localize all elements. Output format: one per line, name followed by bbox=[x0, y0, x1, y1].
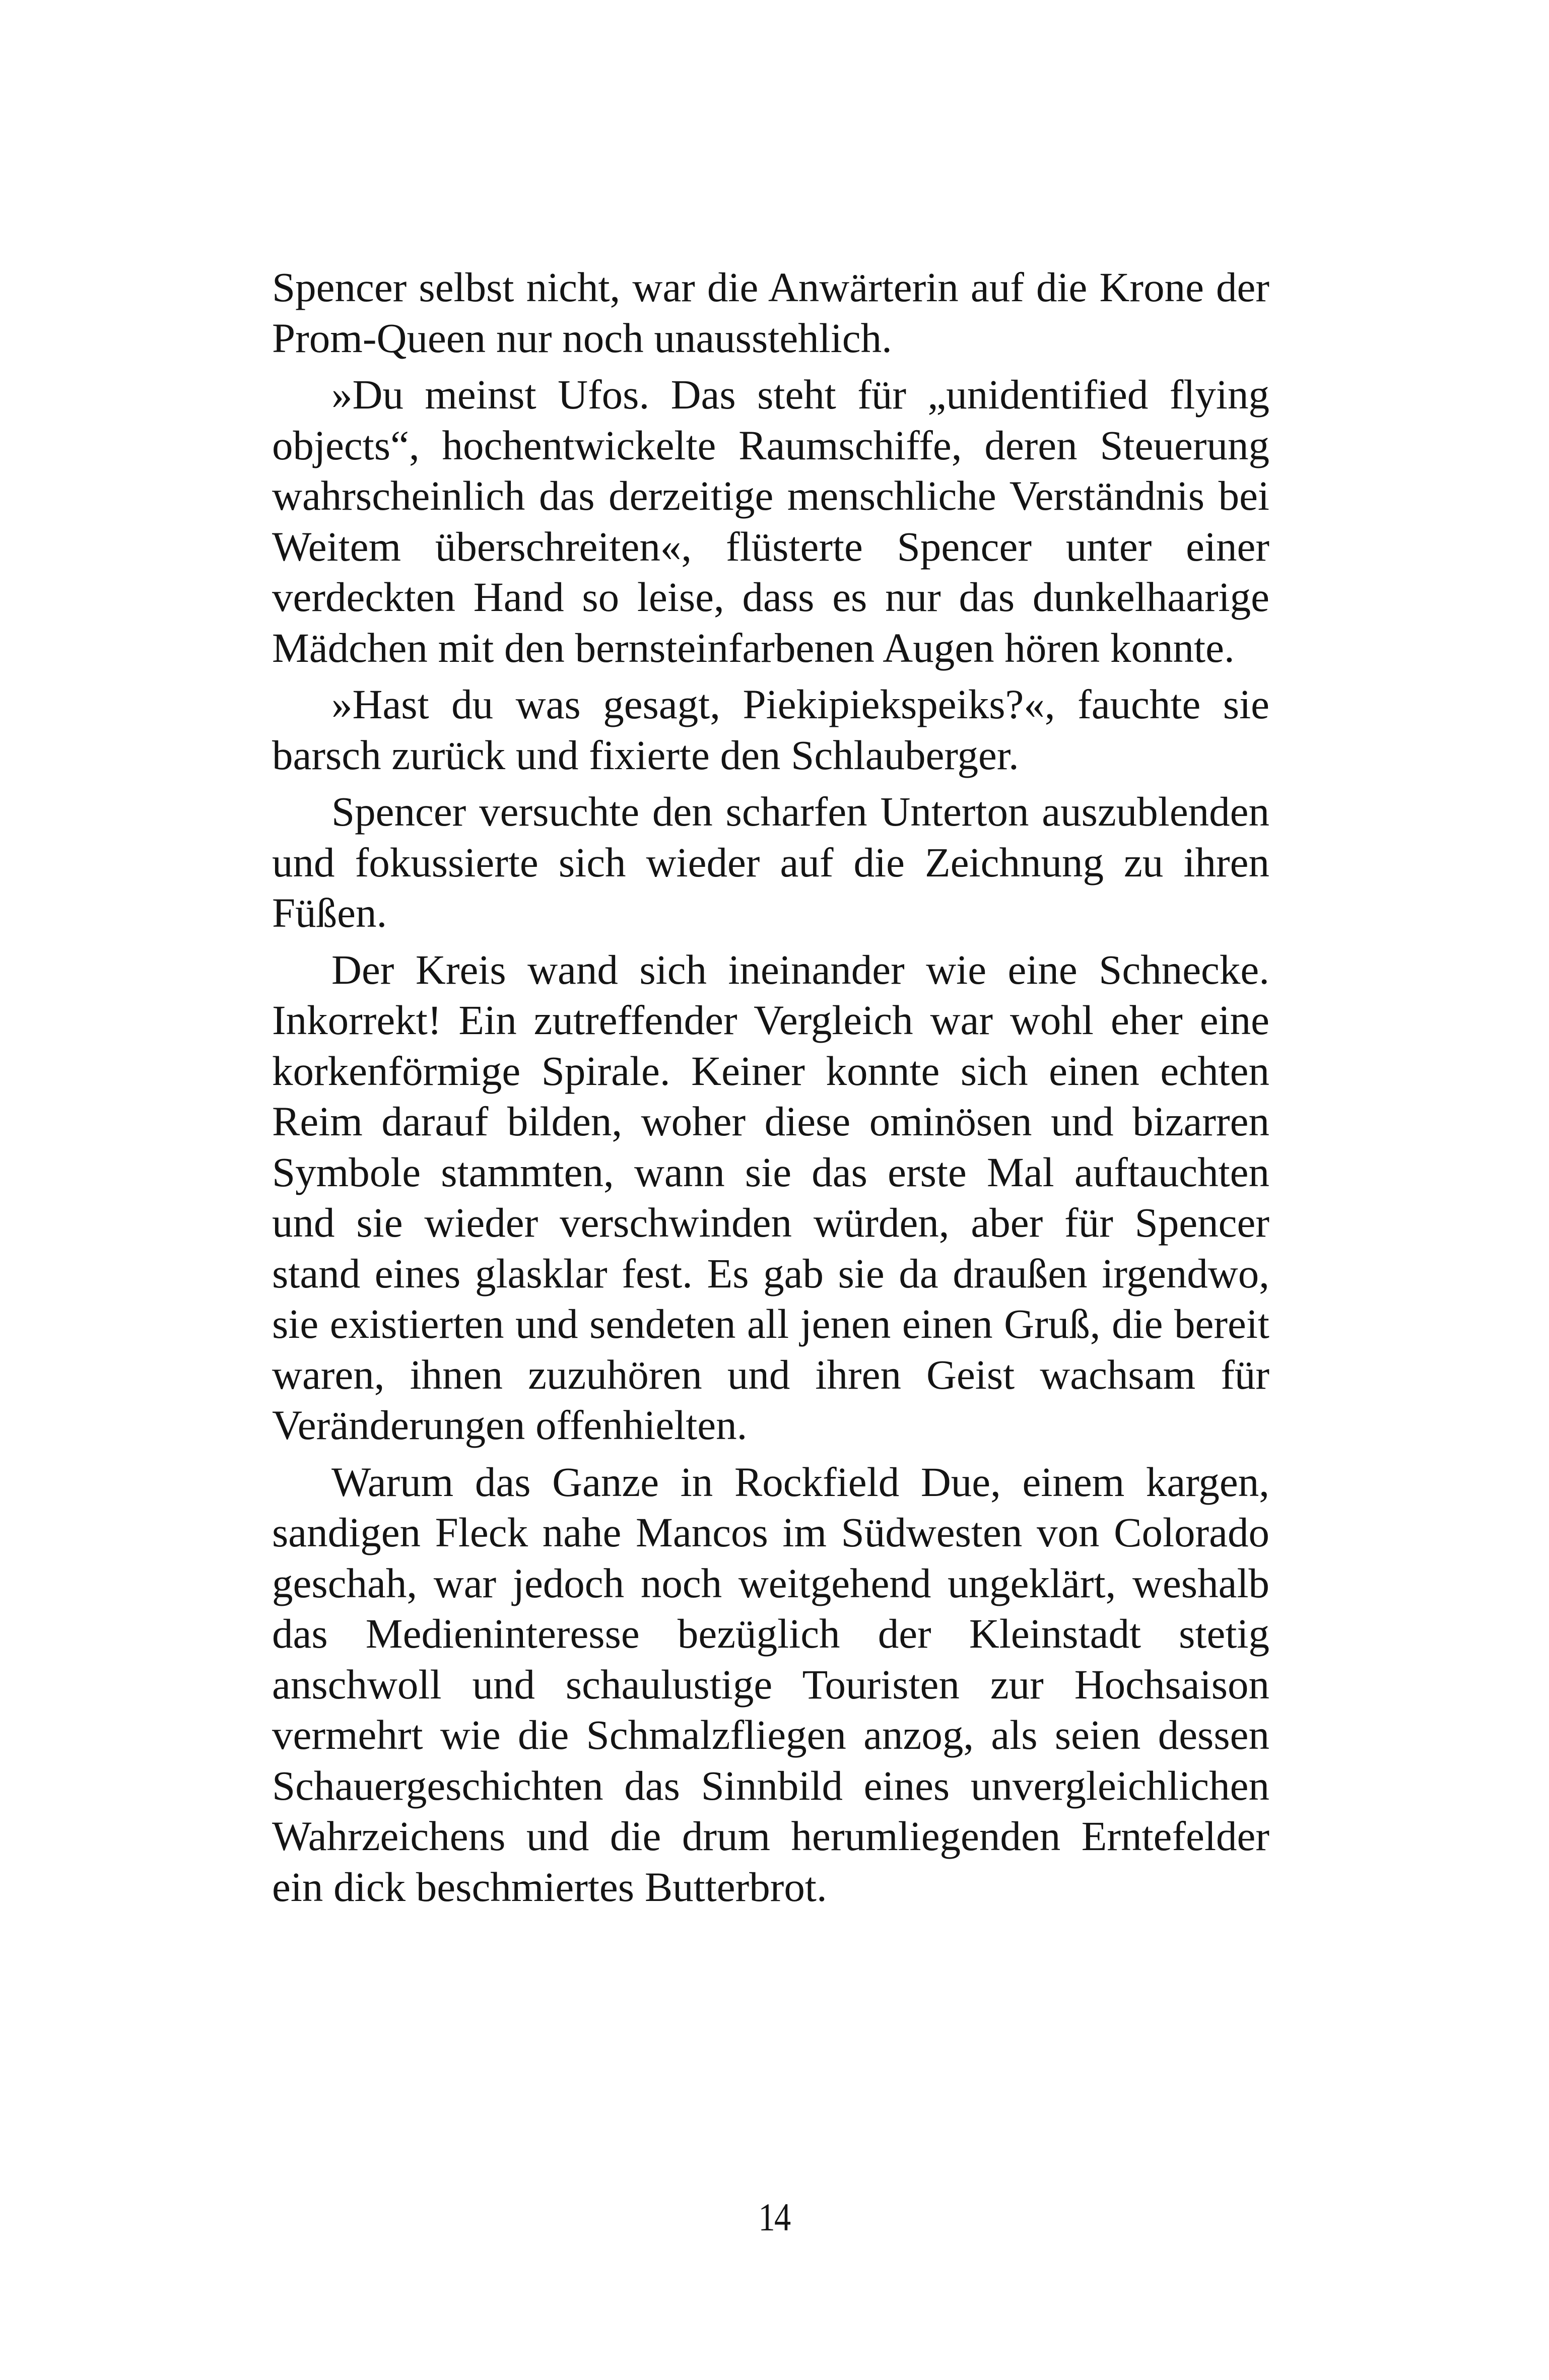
body-text bbox=[272, 262, 1269, 1918]
paragraph-5: Der Kreis wand sich ineinander wie eine Schnecke. Inkorrekt! Ein zutreffender Vergleich war wohl eher eine korkenförmige Spirale. Keiner konnte sich einen echten Reim darauf bilden, woher diese ominösen und bizarren Symbole stammten, wann sie das erste Mal auftauchten und sie wieder verschwinden würden, aber für Spencer stand eines glasklar fest. Es gab sie da draußen irgendwo, sie existierten und sendeten all jenen einen Gruß, die bereit waren, ihnen zuzuhören und ihren Geist wachsam für Veränderungen offenhielten. bbox=[272, 946, 1269, 1448]
paragraph-6: Warum das Ganze in Rockfield Due, einem kargen, sandigen Fleck nahe Mancos im Südwesten von Colorado geschah, war jedoch noch weitgehend ungeklärt, weshalb das Medieninteresse bezüglich der Kleinstadt stetig anschwoll und schaulustige Touristen zur Hochsaison vermehrt wie die Schmalzfliegen anzog, als seien dessen Schauergeschichten das Sinnbild eines unvergleichlichen Wahrzeichens und die drum herumliegenden Erntefelder ein dick beschmiertes Butterbrot. bbox=[272, 1458, 1269, 1910]
paragraph-3: »Hast du was gesagt, Piekipiekspeiks?«, fauchte sie barsch zurück und fixierte den Schlauberger. bbox=[272, 681, 1269, 778]
paragraph-1: Spencer selbst nicht, war die Anwärterin auf die Krone der Prom-Queen nur noch unausstehlich. bbox=[272, 264, 1269, 361]
paragraph-2: »Du meinst Ufos. Das steht für „unidentified flying objects“, hochentwickelte Raumschiffe, deren Steuerung wahrscheinlich das derzeitige menschliche Verständnis bei Weitem überschreiten«, flüsterte Spencer unter einer verdeckten Hand so leise, dass es nur das dunkelhaarige Mädchen mit den bernsteinfarbenen Augen hören konnte. bbox=[272, 371, 1269, 671]
page-number: 14 bbox=[758, 2195, 790, 2239]
paragraph-4: Spencer versuchte den scharfen Unterton auszublenden und fokussierte sich wieder auf die Zeichnung zu ihren Füßen. bbox=[272, 788, 1269, 936]
